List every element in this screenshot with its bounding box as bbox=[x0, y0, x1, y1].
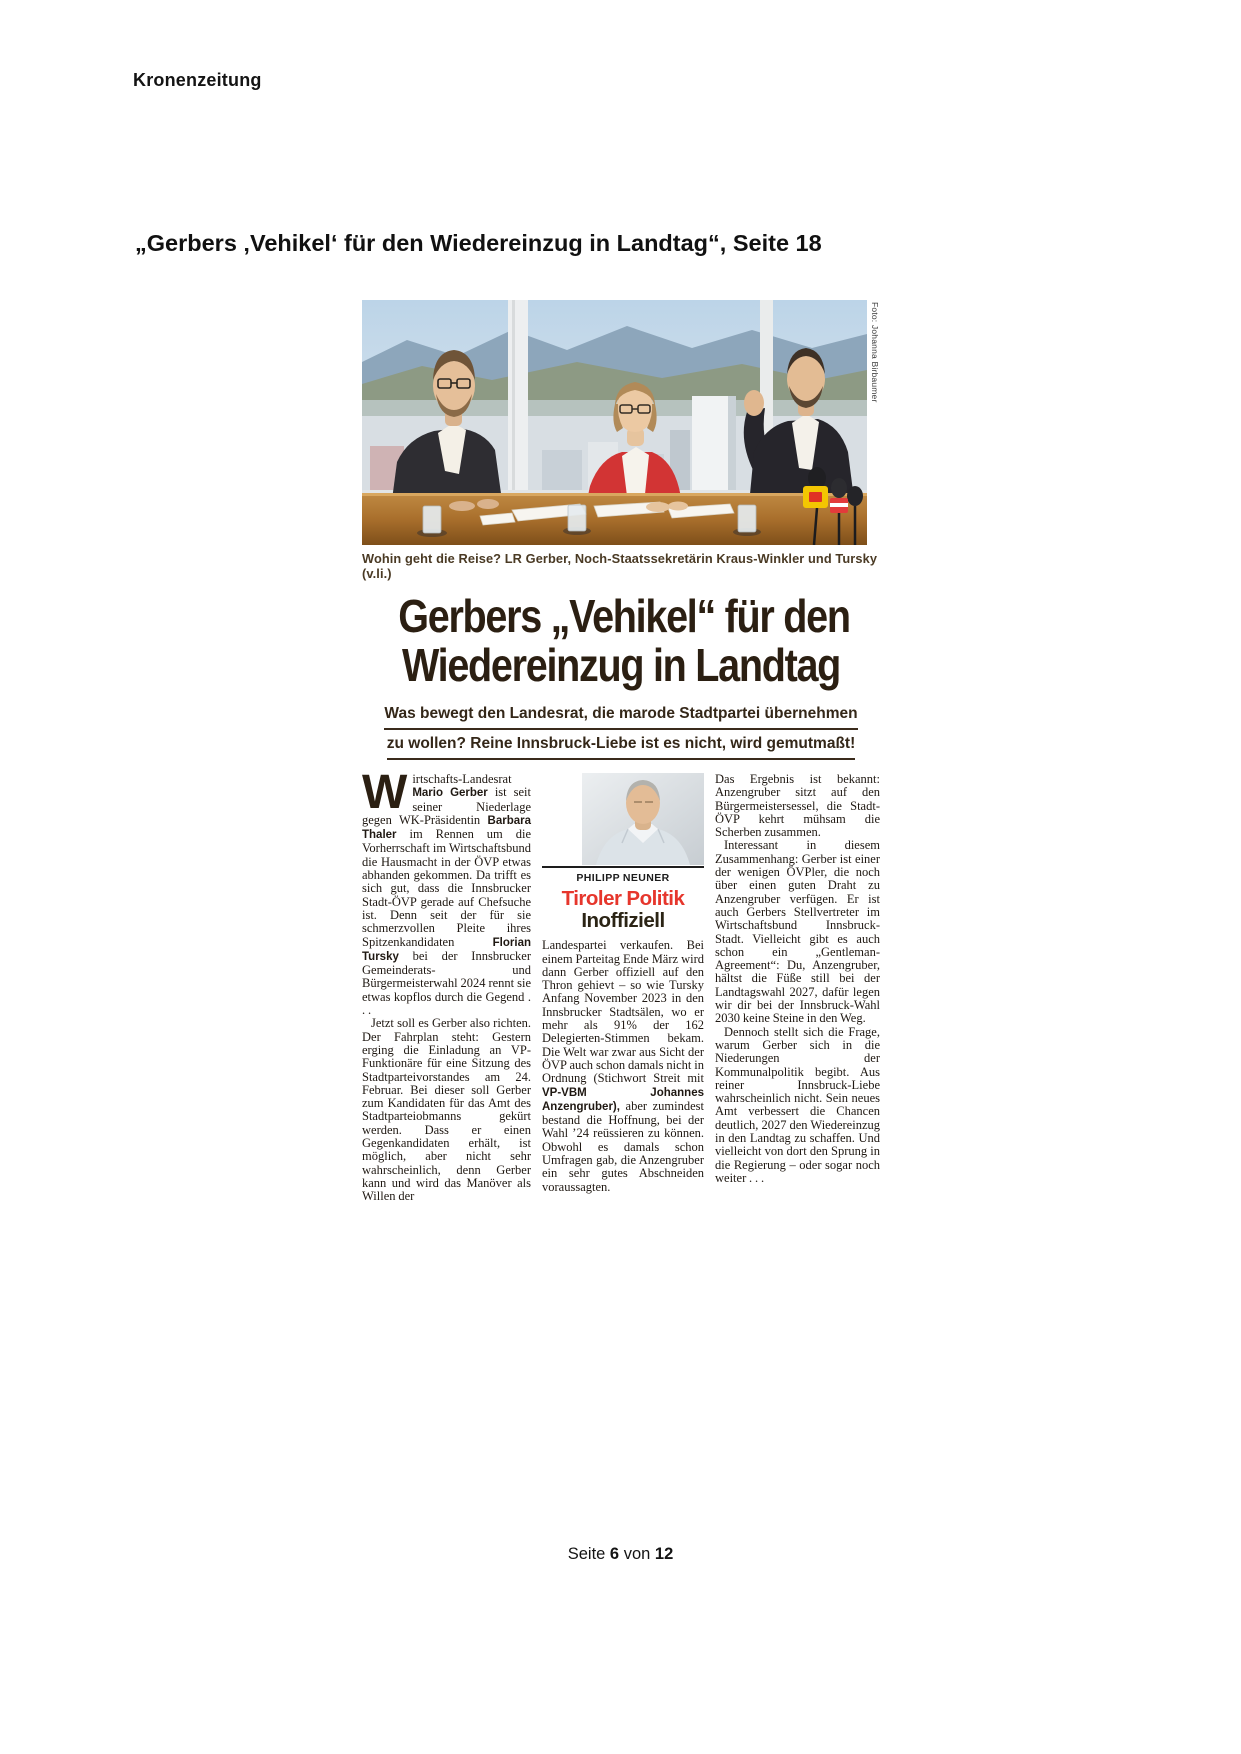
footer-page-number: 6 bbox=[609, 1545, 620, 1563]
paragraph: Landespartei verkaufen. Bei einem Parteitag Ende März wird dann Gerber offiziell auf den Thron gehievt – so wie Tursky Anfang November 2023 in den Innsbrucker Stadtsälen, wo er mehr als 91% der 162 Delegierten-Stimmen bekam. Die Welt war zwar aus Sicht der ÖVP auch schon damals nicht in Ordnung (Stichwort Streit mit VP-VBM Johannes Anzengruber), aber zumindest bestand die Hoffnung, bei der Wahl ’24 reüssieren zu können. Obwohl es damals schon Umfragen gab, die Anzengruber ein sehr gutes Abschneiden voraussagten. bbox=[542, 938, 704, 1194]
publication-name: Kronenzeitung bbox=[133, 70, 262, 90]
photo-caption: Wohin geht die Reise? LR Gerber, Noch-Staatssekretärin Kraus-Winkler und Tursky (v.li.) bbox=[362, 551, 878, 581]
columnist-box bbox=[542, 773, 704, 932]
footer-total-pages: 12 bbox=[654, 1545, 674, 1563]
article-column-2 bbox=[542, 773, 704, 1204]
subhead-line1: Was bewegt den Landesrat, die marode Stadtpartei übernehmen bbox=[384, 700, 857, 730]
article-subhead bbox=[362, 700, 880, 760]
article-headline-line1: Gerbers „Vehikel“ für den bbox=[398, 590, 850, 642]
subhead-line2: zu wollen? Reine Innsbruck-Liebe ist es nicht, wird gemutmaßt! bbox=[387, 730, 856, 760]
article-headline-line2: Wiedereinzug in Landtag bbox=[401, 639, 841, 691]
paragraph: Jetzt soll es Gerber also richten. Der Fahrplan steht: Gestern erging die Einladung an VP-Funktionäre für eine Sitzung des Stadtparteivorstandes am 24. Februar. Bei dieser soll Gerber zum Kandidaten für das Amt des Stadtparteiobmanns gekürt werden. Dass er einen Gegenkandidaten erhält, ist möglich, aber nicht sehr wahrscheinlich, denn Gerber kann und wird das Manöver als Willen der bbox=[362, 1016, 531, 1204]
paragraph-text: irtschafts-Landesrat Mario Gerber ist seit seiner Niederlage gegen WK-Präsidentin Barbara Thaler im Rennen um die Vorherrschaft im Wirtschaftsbund die Hausmacht in der ÖVP etwas abhanden gekommen. Da trifft es sich gut, dass die Innsbrucker Stadt-ÖVP gerade auf Chefsuche ist. Denn seit der für sie schmerzvollen Pleite ihres Spitzenkandidaten Florian Tursky bei der Innsbrucker Gemeinderats- und Bürgermeisterwahl 2024 rennt sie etwas kopflos durch die Gegend . . . bbox=[362, 772, 532, 1018]
paragraph: Interessant in diesem Zusammenhang: Gerber ist einer der wenigen ÖVPler, die noch über einen guten Draht zu Anzengruber verfügen. Er ist auch Gerbers Stellvertreter im Wirtschaftsbund Innsbruck-Stadt. Vielleicht gibt es auch schon ein „Gentleman-Agreement“: Du, Anzengruber, hältst die Füße still bei der Landtagswahl 2027, dafür legen wir dir bei der Innsbruck-Wahl 2030 keine Steine in den Weg. bbox=[715, 838, 880, 1026]
press-photo-image bbox=[362, 300, 867, 545]
columnist-rule bbox=[542, 866, 704, 868]
press-photo bbox=[362, 300, 880, 545]
footer-label-of: von bbox=[623, 1545, 651, 1563]
dropcap: W bbox=[362, 766, 408, 819]
paragraph: Das Ergebnis ist bekannt: Anzengruber sitzt auf den Bürgermeistersessel, die Stadt-ÖVP kehrt mühsam die Scherben zusammen. bbox=[715, 772, 880, 840]
column-series-title: Tiroler Politik bbox=[561, 887, 685, 911]
page-footer bbox=[0, 1545, 1241, 1564]
footer-label-page: Seite bbox=[567, 1545, 606, 1563]
newspaper-clipping bbox=[362, 300, 880, 1204]
article-columns bbox=[362, 766, 880, 1204]
article-headline bbox=[362, 592, 880, 690]
article-column-3 bbox=[715, 773, 880, 1204]
article-column-1 bbox=[362, 766, 532, 1204]
columnist-photo bbox=[582, 773, 704, 865]
columnist-name: PHILIPP NEUNER bbox=[576, 872, 670, 884]
clipping-title: „Gerbers ‚Vehikel‘ für den Wiedereinzug in Landtag“, Seite 18 bbox=[135, 230, 822, 256]
paragraph: Dennoch stellt sich die Frage, warum Gerber sich in die Niederungen der Kommunalpolitik begibt. Aus reiner Innsbruck-Liebe wahrscheinlich nicht. Sein neues Amt verbessert die Chancen deutlich, 2027 den Wiedereinzug in den Landtag zu schaffen. Und vielleicht von dort den Sprung in die Regierung – oder sogar noch weiter . . . bbox=[715, 1024, 880, 1185]
column-series-subtitle: Inoffiziell bbox=[581, 909, 665, 933]
photo-credit: Foto: Johanna Birbaumer bbox=[870, 302, 880, 403]
photo-table bbox=[362, 493, 867, 545]
paragraph bbox=[362, 766, 532, 1018]
